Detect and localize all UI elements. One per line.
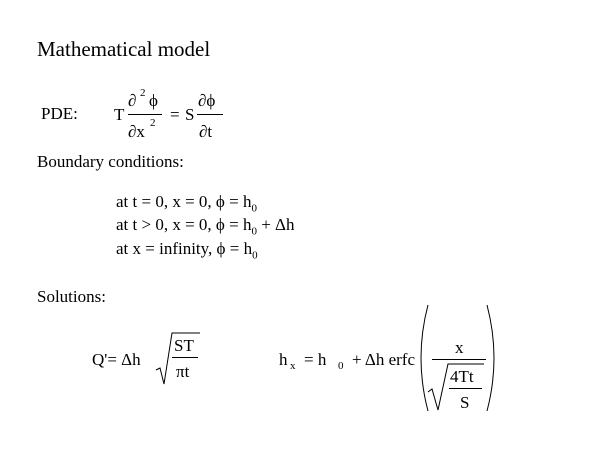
boundary-condition-3-main: at x = infinity, ϕ = h — [116, 239, 253, 258]
solution-h-inner-fraction-bar — [449, 388, 482, 389]
solution-q-denominator: πt — [176, 362, 190, 381]
pde-numerator-dphi: ∂ϕ — [198, 91, 216, 110]
page-title: Mathematical model — [37, 37, 211, 61]
pde-phi-top: ϕ — [149, 91, 158, 110]
boundary-condition-1-main: at t = 0, x = 0, ϕ = h — [116, 192, 252, 211]
solution-h-numerator-4tt: 4Tt — [450, 367, 474, 386]
solution-h-rest: + Δh erfc — [352, 350, 415, 369]
pde-partial-symbol: ∂ — [128, 91, 137, 110]
boundary-condition-3-sub: 0 — [252, 249, 258, 262]
solutions-heading: Solutions: — [37, 287, 106, 306]
boundary-condition-1-sub: 0 — [251, 202, 257, 215]
solution-h-equals: = h — [304, 350, 327, 369]
pde-denominator-dx: ∂x — [128, 122, 145, 141]
solution-h-symbol: h — [279, 350, 288, 369]
pde-coefficient-s: S — [185, 105, 195, 124]
pde-coefficient-t: T — [114, 105, 125, 124]
solution-h-fraction-x: x — [455, 338, 464, 357]
boundary-condition-2-tail: + Δh — [256, 215, 295, 234]
boundary-heading: Boundary conditions: — [37, 152, 184, 171]
boundary-condition-2-main: at t > 0, x = 0, ϕ = h — [116, 215, 252, 234]
solution-q-numerator: ST — [174, 336, 194, 355]
solution-h-subscript-0: 0 — [338, 360, 344, 372]
solution-h-denominator-s: S — [460, 393, 470, 412]
boundary-condition-2-sub: 0 — [251, 225, 257, 238]
pde-exponent-top: 2 — [140, 87, 146, 99]
pde-exponent-bottom: 2 — [150, 117, 156, 129]
pde-label: PDE: — [41, 104, 78, 123]
pde-equals: = — [170, 105, 180, 124]
solution-q-lhs: Q'= Δh — [92, 350, 141, 369]
solution-h-main-fraction-bar — [432, 359, 486, 360]
solution-h-subscript-x: x — [290, 360, 296, 372]
pde-denominator-dt: ∂t — [199, 122, 213, 141]
